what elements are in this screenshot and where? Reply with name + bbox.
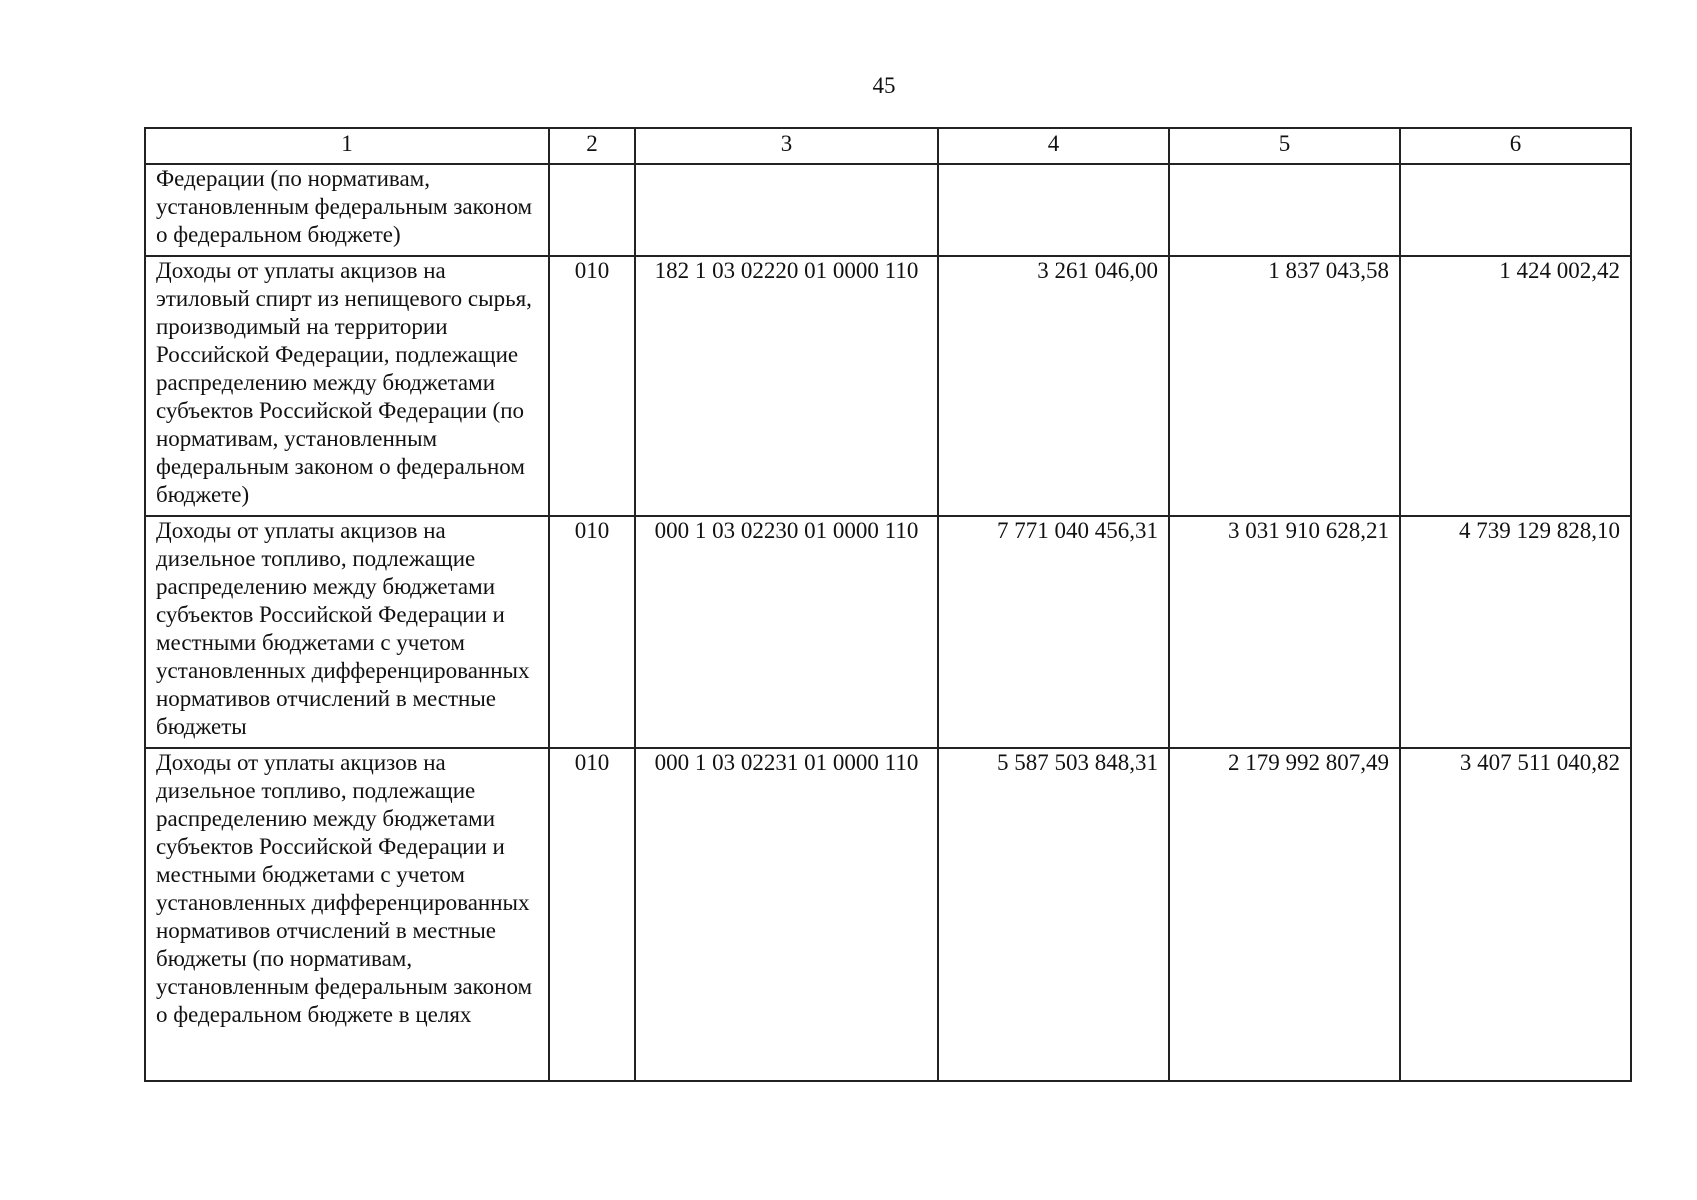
column-header-6: 6 [1400,128,1631,164]
budget-classification-code-cell: 182 1 03 02220 01 0000 110 [635,256,938,516]
budget-classification-code-cell: 000 1 03 02230 01 0000 110 [635,516,938,748]
table-row [145,516,1631,748]
amount-col4-cell: 7 771 040 456,31 [938,516,1169,748]
amount-col5-cell: 1 837 043,58 [1169,256,1400,516]
admin-code-cell [549,164,635,256]
column-header-3: 3 [635,128,938,164]
budget-classification-code-cell [635,164,938,256]
admin-code-cell: 010 [549,516,635,748]
column-header-1: 1 [145,128,549,164]
amount-col6-cell: 4 739 129 828,10 [1400,516,1631,748]
amount-col6-cell: 1 424 002,42 [1400,256,1631,516]
column-header-4: 4 [938,128,1169,164]
table-header-row [145,128,1631,164]
revenue-name-cell: Доходы от уплаты акцизов на дизельное топливо, подлежащие распределению между бюджетами субъектов Российской Федерации и местными бюджетами с учетом установленных дифференцированных нормативов отчислений в местные бюджеты [145,516,549,748]
revenue-name-cell: Федерации (по нормативам, установленным федеральным законом о федеральном бюджете) [145,164,549,256]
amount-col5-cell: 2 179 992 807,49 [1169,748,1400,1081]
amount-col5-cell: 3 031 910 628,21 [1169,516,1400,748]
table-row [145,164,1631,256]
budget-classification-code-cell: 000 1 03 02231 01 0000 110 [635,748,938,1081]
amount-col5-cell [1169,164,1400,256]
column-header-2: 2 [549,128,635,164]
amount-col4-cell: 3 261 046,00 [938,256,1169,516]
admin-code-cell: 010 [549,748,635,1081]
column-header-5: 5 [1169,128,1400,164]
table-row [145,256,1631,516]
amount-col6-cell: 3 407 511 040,82 [1400,748,1631,1081]
page-number: 45 [872,73,896,98]
budget-revenue-table [144,127,1632,1082]
amount-col6-cell [1400,164,1631,256]
table-row [145,748,1631,1081]
amount-col4-cell: 5 587 503 848,31 [938,748,1169,1081]
revenue-name-cell: Доходы от уплаты акцизов на этиловый спирт из непищевого сырья, производимый на территории Российской Федерации, подлежащие распределению между бюджетами субъектов Российской Федерации (по нормативам, установленным федеральным законом о федеральном бюджете) [145,256,549,516]
revenue-name-cell: Доходы от уплаты акцизов на дизельное топливо, подлежащие распределению между бюджетами субъектов Российской Федерации и местными бюджетами с учетом установленных дифференцированных нормативов отчислений в местные бюджеты (по нормативам, установленным федеральным законом о федеральном бюджете в целях [145,748,549,1081]
admin-code-cell: 010 [549,256,635,516]
amount-col4-cell [938,164,1169,256]
